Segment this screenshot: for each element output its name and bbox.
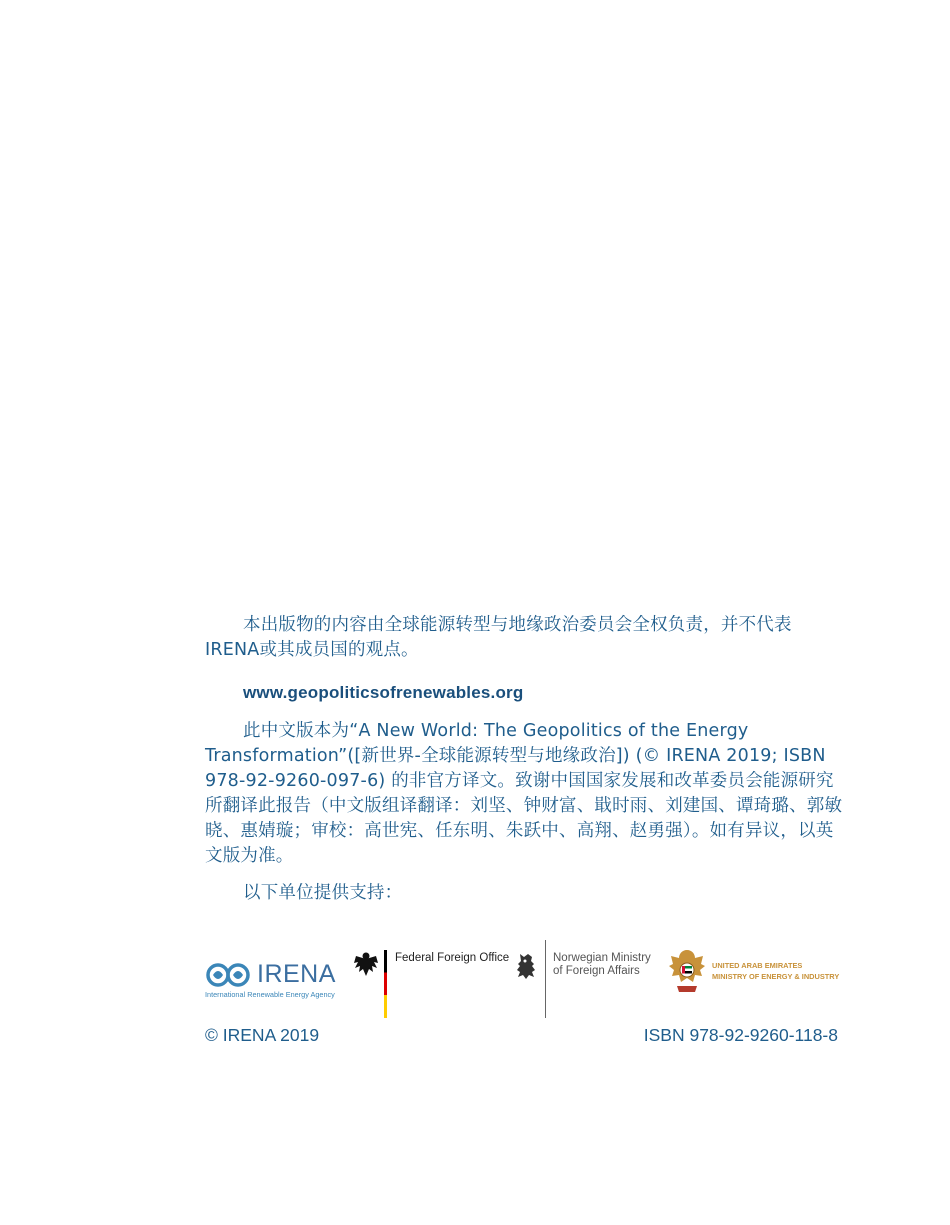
- norwegian-lion-icon: [514, 952, 538, 980]
- uae-ministry-label: [712, 960, 839, 982]
- norway-line-1: Norwegian Ministry: [553, 952, 651, 964]
- main-text-block: [205, 613, 843, 906]
- german-federal-foreign-office-logo: [353, 950, 510, 1018]
- uae-ministry-logo: [668, 948, 845, 998]
- irena-wordmark: IRENA: [257, 960, 336, 988]
- sponsor-logos: [205, 938, 845, 1020]
- support-label: 以下单位提供支持：: [243, 883, 403, 903]
- website-link[interactable]: www.geopoliticsofrenewables.org: [243, 683, 524, 702]
- norway-divider: [545, 940, 546, 1018]
- irena-subtitle: International Renewable Energy Agency: [205, 990, 335, 999]
- german-flag-bar: [384, 950, 387, 1018]
- federal-eagle-icon: [353, 950, 379, 978]
- norwegian-ministry-logo: [510, 940, 670, 1018]
- federal-foreign-office-label: Federal Foreign Office: [395, 952, 510, 964]
- norway-line-2: of Foreign Affairs: [553, 965, 640, 977]
- irena-logo: [205, 960, 340, 1000]
- irena-globe-icon: [205, 962, 255, 988]
- copyright-text: © IRENA 2019: [205, 1025, 320, 1045]
- isbn-text: ISBN 978-92-9260-118-8: [643, 1025, 838, 1045]
- norwegian-ministry-label: [553, 952, 651, 978]
- disclaimer-paragraph: 本出版物的内容由全球能源转型与地缘政治委员会全权负责，并不代表IRENA或其成员国的观点。: [205, 615, 792, 660]
- uae-line-2: MINISTRY OF ENERGY & INDUSTRY: [712, 972, 840, 981]
- uae-falcon-emblem-icon: [668, 948, 706, 994]
- uae-line-1: UNITED ARAB EMIRATES: [712, 961, 803, 970]
- translation-note-paragraph: 此中文版本为“A New World: The Geopolitics of the Energy Transformation”([新世界-全球能源转型与地缘政治]) (© IRENA 2019; ISBN 978-92-9260-097-6) 的非官方译文。致谢中国国家发展和改革委员会能源研究所翻译此报告（中文版组译翻译：刘坚、钟财富、戢时雨、刘建国、谭琦璐、郭敏晓、惠婧璇；审校：高世宪、任东明、朱跃中、高翔、赵勇强）。如有异议，以英文版为准。: [205, 721, 843, 866]
